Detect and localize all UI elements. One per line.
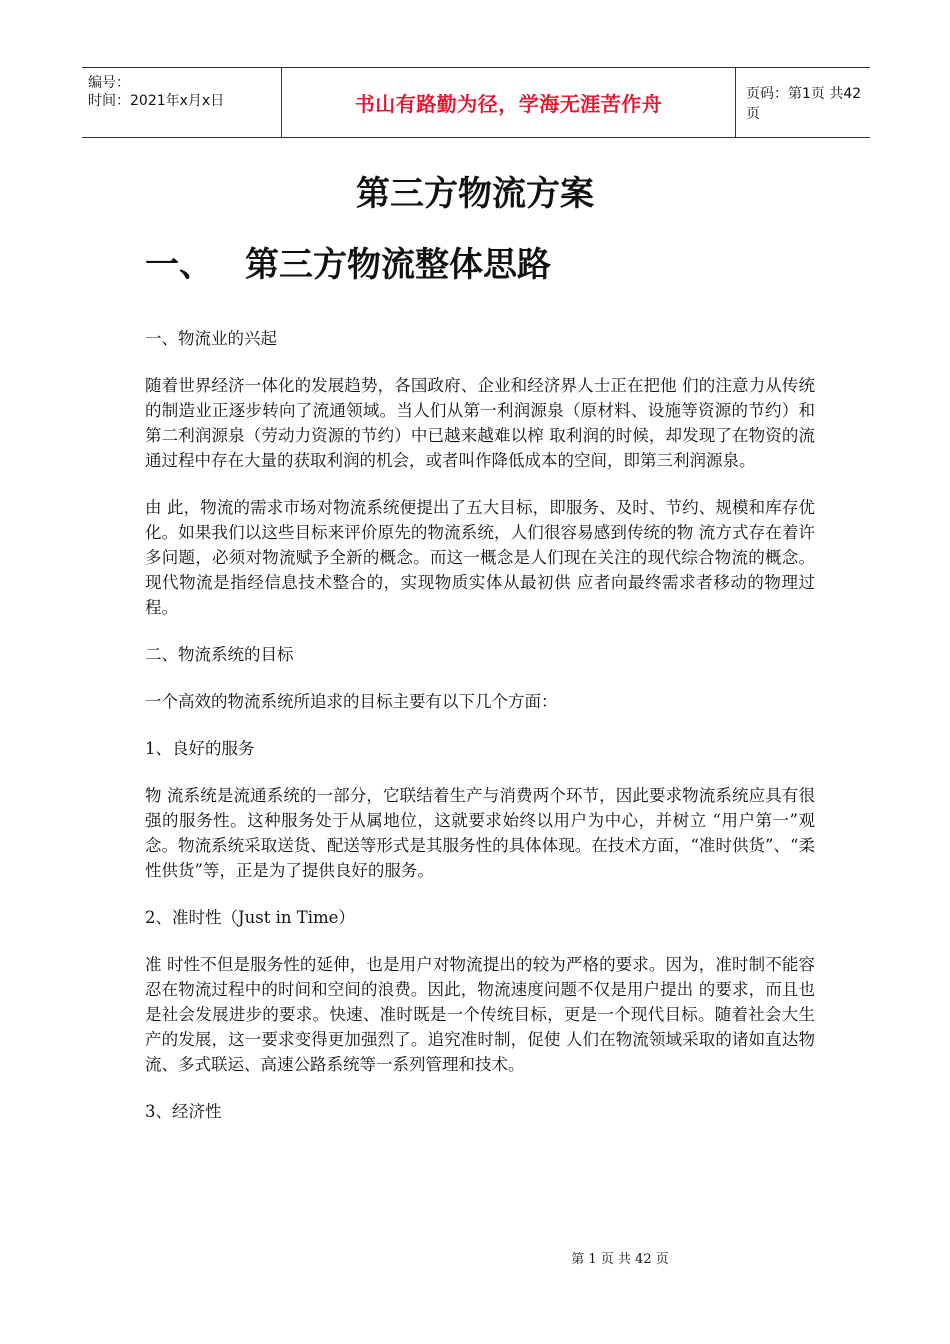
section-heading xyxy=(145,237,551,286)
subheading: 一、物流业的兴起 xyxy=(145,329,277,348)
number-label: 编号： xyxy=(88,75,130,91)
paragraph: 由 此，物流的需求市场对物流系统便提出了五大目标，即服务、及时、节约、规模和库存优化。如果我们以这些目标来评价原先的物流系统，人们很容易感到传统的物 流方式存在着许多问题，必须对物流赋予全新的概念。而这一概念是人们现在关注的现代综合物流的概念。现代物流是指经信息技术整合的，实现物质实体从最初供 应者向最终需求者移动的物理过程。 xyxy=(145,498,815,617)
document-body xyxy=(145,326,815,1146)
subheading: 1、良好的服务 xyxy=(145,739,255,758)
section-heading-text: 第三方物流整体思路 xyxy=(245,245,551,285)
subheading: 2、准时性（Just in Time） xyxy=(145,908,355,927)
section-heading-number: 一、 xyxy=(145,245,213,285)
motto-text: 书山有路勤为径，学海无涯苦作舟 xyxy=(354,92,663,116)
header-motto-cell xyxy=(282,68,736,137)
paragraph: 随着世界经济一体化的发展趋势，各国政府、企业和经济界人士正在把他 们的注意力从传统的制造业正逐步转向了流通领域。当人们从第一利润源泉（原材料、设施等资源的节约）和第二利润源泉（劳动力资源的节约）中已越来越难以榨 取利润的时候，却发现了在物资的流通过程中存在大量的获取利润的机会，或者叫作降低成本的空间，即第三利润源泉。 xyxy=(145,376,815,470)
header-table xyxy=(82,67,870,138)
header-page-cell xyxy=(736,68,870,137)
paragraph: 准 时性不但是服务性的延伸，也是用户对物流提出的较为严格的要求。因为，准时制不能容忍在物流过程中的时间和空间的浪费。因此，物流速度问题不仅是用户提出 的要求，而且也是社会发展进步的要求。快速、准时既是一个传统目标，更是一个现代目标。随着社会大生产的发展，这一要求变得更加强烈了。追究准时制，促使 人们在物流领域采取的诸如直达物流、多式联运、高速公路系统等一系列管理和技术。 xyxy=(145,955,815,1074)
date-label: 时间：2021年x月x日 xyxy=(88,93,225,109)
paragraph: 一个高效的物流系统所追求的目标主要有以下几个方面： xyxy=(145,692,558,711)
header-meta-cell xyxy=(82,68,282,137)
paragraph: 物 流系统是流通系统的一部分，它联结着生产与消费两个环节，因此要求物流系统应具有很强的服务性。这种服务处于从属地位，这就要求始终以用户为中心，并树立 “用户第一”观念。物流系统采取送货、配送等形式是其服务性的具体体现。在技术方面，“准时供货”、“柔性供货”等，正是为了提供良好的服务。 xyxy=(145,786,815,880)
subheading: 二、物流系统的目标 xyxy=(145,645,294,664)
page-info: 页码：第1页 共42页 xyxy=(746,85,862,122)
document-title: 第三方物流方案 xyxy=(356,174,594,214)
subheading: 3、经济性 xyxy=(145,1102,222,1121)
page-footer: 第 1 页 共 42 页 xyxy=(571,1252,669,1267)
